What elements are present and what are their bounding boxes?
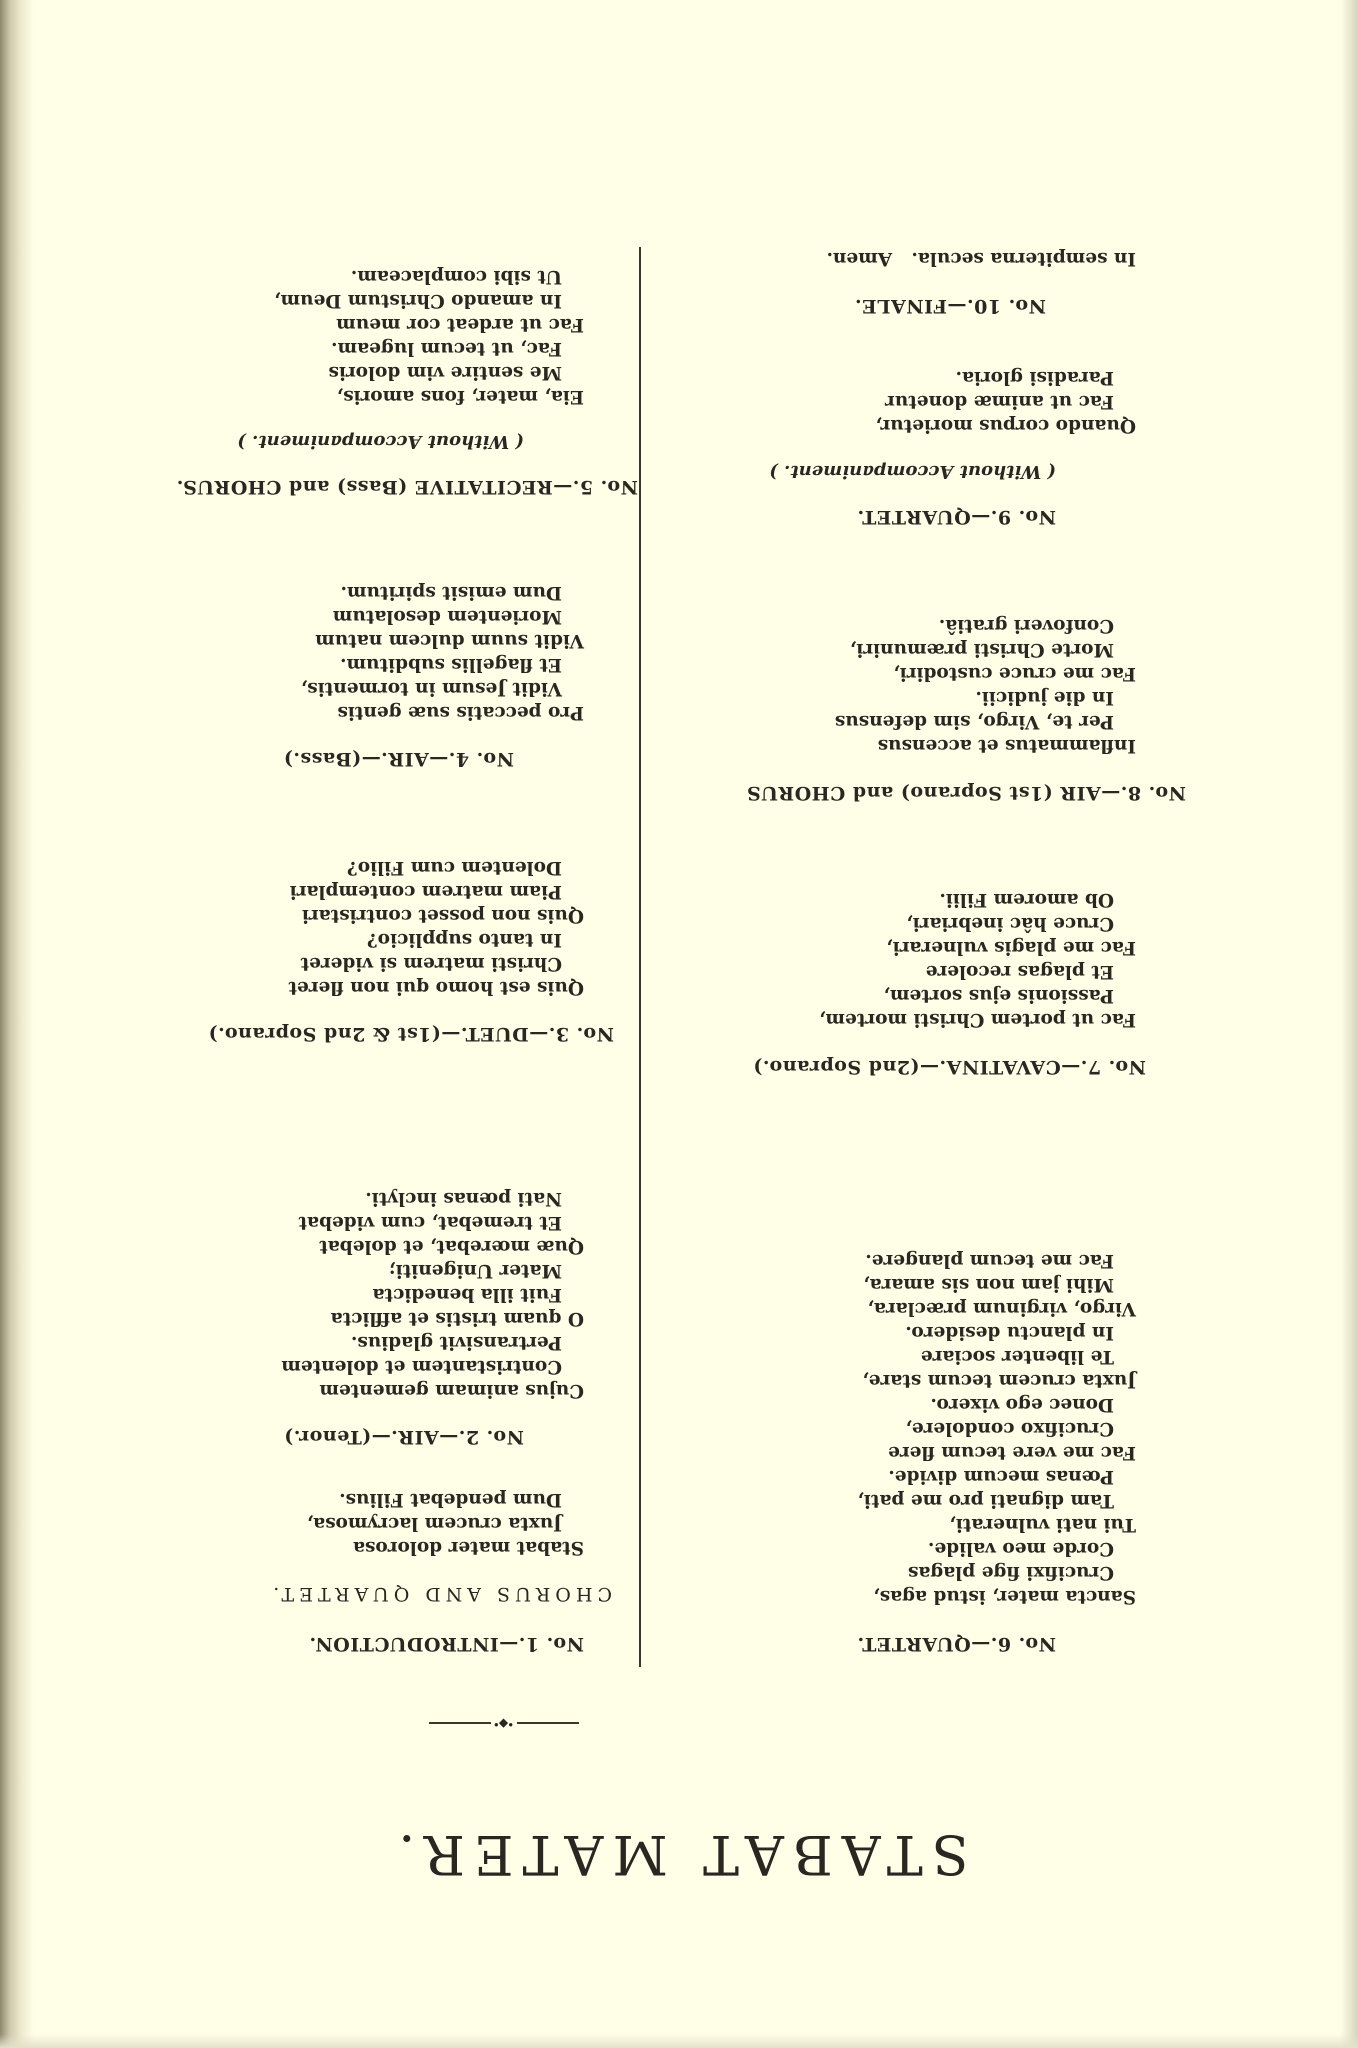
verse-line: O quam tristis et afflicta <box>330 1308 584 1329</box>
ornament-dots: •◆• <box>493 1717 515 1731</box>
verse-line: Fac ut portem Christi mortem, <box>819 1009 1136 1030</box>
section-subheading: CHORUS AND QUARTET. <box>268 1583 612 1605</box>
verse-line: Ut sibi complaceam. <box>350 266 562 287</box>
ornament-rule <box>517 1722 579 1724</box>
verse-line: Crucifixo condolere, <box>905 1418 1114 1439</box>
section-heading: No. 6.—QUARTET. <box>857 1633 1056 1655</box>
verse-line: Dolentem cum Filio? <box>346 857 562 878</box>
verse-line: Sancta mater, istud agas, <box>873 1586 1136 1607</box>
verse-line: Morte Christi præmuniri, <box>849 639 1114 660</box>
verse-block <box>857 1248 1136 1608</box>
section-heading: No. 5.—RECITATIVE (Bass) and CHORUS. <box>176 476 638 498</box>
verse-block <box>288 855 584 999</box>
column-divider <box>639 247 641 1667</box>
performance-note: ( Without Accompaniment. ) <box>237 431 524 452</box>
verse-line: Dum emisit spiritum. <box>340 582 562 603</box>
page-title: STABAT MATER. <box>389 1823 969 1886</box>
verse-line: Morientem desolatum <box>332 606 562 627</box>
verse-line: Cruce hâc inebriari, <box>906 913 1114 934</box>
verse-block <box>301 580 584 724</box>
verse-line: Dum pendebat Filius. <box>339 1489 562 1510</box>
section-heading: No. 8.—AIR (1st Soprano) and CHORUS <box>746 782 1186 804</box>
section-heading: No. 9.—QUARTET. <box>857 506 1056 528</box>
verse-line: In planctu desidero. <box>905 1322 1114 1343</box>
section-heading: No. 1.—INTRODUCTION. <box>308 1633 584 1655</box>
verse-line: Vidit suum dulcem natum <box>315 630 584 651</box>
verse-line: In die judicii. <box>975 687 1114 708</box>
ornament-rule <box>429 1722 491 1724</box>
verse-line: In amando Christum Deum, <box>274 290 562 311</box>
verse-line: Piam matrem contemplari <box>289 881 562 902</box>
title-ornament <box>429 1717 579 1731</box>
verse-line: Pertransivit gladius. <box>350 1332 562 1353</box>
verse-line: Fac me cruce custodiri, <box>893 663 1136 684</box>
verse-line: Mihi jam non sis amara, <box>863 1274 1114 1295</box>
verse-line: Passionis ejus sortem, <box>883 985 1114 1006</box>
verse-block <box>875 365 1136 437</box>
verse-line: Fac ut ardeat cor meum <box>336 314 584 335</box>
verse-line: Donec ego vixero. <box>930 1394 1114 1415</box>
verse-line: Quis est homo qui non fleret <box>288 977 584 998</box>
verse-line: Eia, mater, fons amoris, <box>336 386 584 407</box>
verse-line: Cujus animam gementem <box>319 1380 584 1401</box>
verse-line: Te libenter sociare <box>920 1346 1114 1367</box>
verse-line: Nati pœnas inclyti. <box>365 1188 562 1209</box>
verse-line: Et tremebat, cum videbat <box>298 1212 562 1233</box>
verse-line: Fac me vere tecum flere <box>888 1442 1136 1463</box>
verse-line: Corde meo valide. <box>927 1538 1114 1559</box>
verse-line: Tam dignati pro me pati, <box>857 1490 1114 1511</box>
verse-line: Quæ mœrebat, et dolebat <box>319 1236 584 1257</box>
section-heading: No. 2.—AIR.—(Tenor.) <box>283 1426 524 1448</box>
verse-line: Per te, Virgo, sim defensus <box>834 711 1114 732</box>
verse-line: Quis non posset contristari <box>301 905 584 926</box>
verse-line: Ob amorem Filii. <box>939 889 1114 910</box>
verse-block <box>827 246 1136 270</box>
verse-line: Et plagas recolere <box>925 961 1114 982</box>
verse-line: Contristantem et dolentem <box>281 1356 562 1377</box>
verse-line: Mater Unigeniti; <box>388 1260 562 1281</box>
verse-line: Tui nati vulnerati, <box>949 1514 1136 1535</box>
section-heading: No. 10.—FINALE. <box>854 295 1046 317</box>
verse-line: In sempiterna secula. Amen. <box>826 248 1136 269</box>
verse-line: Juxta crucem lacrymosa, <box>306 1513 562 1534</box>
verse-block <box>835 613 1136 757</box>
verse-line: Fac, ut tecum lugeam. <box>331 338 562 359</box>
verse-line: Virgo, virginum præclara, <box>867 1298 1136 1319</box>
verse-block <box>274 264 584 408</box>
verse-line: Christi matrem si videret <box>300 953 562 974</box>
section-heading: No. 4.—AIR.—(Bass.) <box>283 748 514 770</box>
verse-line: Quando corpus morietur, <box>875 415 1136 436</box>
verse-line: Paradisi gloria. <box>955 367 1114 388</box>
verse-block <box>281 1186 584 1402</box>
verse-block <box>307 1487 584 1559</box>
verse-line: Fac ut animæ donetur <box>884 391 1114 412</box>
verse-line: Vidit Jesum in tormentis, <box>300 678 562 699</box>
verse-line: Me sentire vim doloris <box>328 362 562 383</box>
verse-line: Inflammatus et accensus <box>877 735 1136 756</box>
verse-line: Confoveri gratiâ. <box>938 615 1114 636</box>
verse-line: Fac me tecum plangere. <box>865 1250 1114 1271</box>
performance-note: ( Without Accompaniment. ) <box>769 461 1056 482</box>
verse-line: Pœnas mecum divide. <box>888 1466 1114 1487</box>
verse-line: Et flagellis subditum. <box>340 654 562 675</box>
verse-line: Pro peccatis suæ gentis <box>337 702 584 723</box>
verse-line: Stabat mater dolorosa <box>353 1537 584 1558</box>
verse-line: In tanto supplicio? <box>366 929 562 950</box>
section-heading: No. 3.—DUET.—(1st & 2nd Soprano.) <box>208 1023 614 1045</box>
verse-line: Fuit illa benedicta <box>372 1284 562 1305</box>
verse-line: Crucifixi fige plagas <box>907 1562 1114 1583</box>
verse-block <box>819 887 1136 1031</box>
verse-line: Fac me plagis vulnerari, <box>886 937 1136 958</box>
section-heading: No. 7.—CAVATINA.—(2nd Soprano.) <box>752 1056 1146 1078</box>
verse-line: Juxta crucem tecum stare, <box>862 1370 1136 1391</box>
